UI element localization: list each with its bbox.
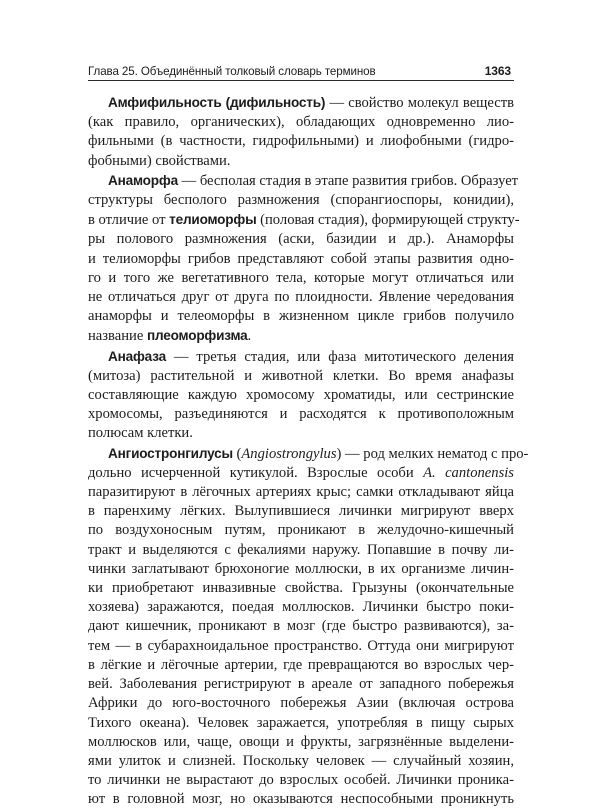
text-line: [88, 191, 514, 210]
text-run: фобными) свойствами.: [88, 152, 231, 169]
text-run: — свойство молекул веществ: [325, 95, 514, 111]
text-line: [88, 307, 514, 326]
text-line: [88, 132, 514, 151]
text-line: [88, 326, 514, 346]
text-run: в паренхиму лёгких. Вылупившиеся личинки мигрируют вверх: [88, 503, 514, 520]
text-run: тем — в субарахноидальное пространство. Оттуда они мигрируют: [88, 637, 514, 654]
text-run: в отличие от: [88, 212, 170, 229]
text-run: то личинки не вырастают до взрослых особей. Личинки проника-: [88, 772, 514, 789]
entry-term: Анаморфа: [108, 172, 178, 188]
entry-term: Ангиостронгилусы: [108, 445, 233, 461]
text-line: [88, 152, 514, 171]
running-head: [88, 63, 514, 80]
text-run: дольно исчерченной кутикулой. Взрослые особи: [88, 464, 424, 481]
dictionary-entry: [88, 347, 514, 444]
text-line: [88, 424, 514, 443]
text-line: [88, 790, 514, 809]
text-line: [88, 637, 514, 656]
text-line: [88, 171, 519, 191]
text-line: [88, 771, 514, 790]
text-run: анаморфы и телеоморфы в жизненном цикле грибов получило: [88, 308, 514, 325]
text-run: название: [88, 328, 147, 345]
text-line: [88, 113, 514, 132]
text-line: [88, 405, 514, 424]
dictionary-entry: [88, 171, 520, 347]
text-run: ями улиток и слизней. Поскольку человек — случайный хозяин,: [88, 752, 514, 769]
text-run: хромосомы, разъединяются и расходятся к противоположным: [88, 406, 514, 423]
text-run: фильными (в частности, гидрофильными) и лиофобными (гидро-: [88, 133, 514, 150]
text-line: [88, 694, 514, 713]
text-run: вей. Заболевания регистрируют в ареале от западного побережья: [88, 676, 514, 693]
latin-name: A. cantonensis: [423, 464, 514, 481]
text-line: [88, 560, 514, 579]
entry-term: Амфифильность (дифильность): [108, 95, 326, 110]
text-run: — третья стадия, или фаза митотического деления: [165, 348, 514, 365]
dictionary-entry: [88, 93, 514, 171]
text-run: ют в головной мозг, но оказываются неспособными проникнуть: [88, 791, 514, 808]
text-line: [88, 675, 514, 694]
dictionary-text: [88, 93, 529, 810]
page-number: 1363: [484, 64, 511, 78]
chapter-title: Глава 25. Объединённый толковый словарь терминов: [88, 65, 376, 78]
text-run: го и того же вегетативного тела, которые могут отличаться или: [88, 269, 514, 286]
text-line: [88, 617, 514, 636]
text-run: (: [232, 445, 242, 462]
text-line: [88, 250, 514, 269]
text-run: составляющие каждую хромосому хроматиды, или сестринские: [88, 387, 514, 404]
text-run: в лёгкие и лёгочные артерии, где превращаются во взрослых чер-: [88, 656, 514, 673]
text-line: [88, 347, 514, 367]
header-rule: [88, 80, 514, 81]
text-run: Тихого океана). Человек заражается, употребляя в пищу сырых: [88, 714, 514, 731]
text-line: [88, 656, 514, 675]
cross-reference-term: телиоморфы: [169, 212, 257, 228]
text-run: полюсам клетки.: [88, 425, 193, 442]
cross-reference-term: плеоморфизма: [146, 328, 248, 344]
latin-name: Angiostrongylus: [241, 445, 337, 462]
text-run: дают кишечник, проникают в мозг (где быстро развиваются), за-: [88, 618, 514, 635]
text-run: ки приобретают инвазивные свойства. Грызуны (окончательные: [88, 580, 514, 597]
text-run: и телиоморфы грибов представляют собой этапы развития одно-: [88, 250, 514, 267]
text-run: (как правило, органических), обладающих одновременно лио-: [88, 114, 514, 131]
text-run: .: [247, 328, 252, 345]
text-run: хозяева) заражаются, поедая моллюсков. Личинки быстро поки-: [88, 599, 514, 616]
text-line: [88, 269, 514, 288]
text-run: (половая стадия), формирующей структу-: [256, 212, 520, 229]
text-run: паразитируют в лёгочных артериях крыс; самки откладывают яйца: [88, 484, 514, 501]
text-run: тракт и выделяются с фекалиями наружу. Попавшие в почву ли-: [88, 541, 514, 558]
entry-term: Анафаза: [108, 348, 166, 364]
text-line: [88, 93, 514, 113]
text-run: чинки заглатывают брюхоногие моллюски, в их организме личин-: [88, 560, 514, 577]
text-line: [88, 367, 514, 386]
text-line: [88, 521, 514, 540]
text-line: [88, 464, 514, 483]
text-line: [88, 230, 514, 249]
text-run: не отличаться друг от друга по плоидности. Явление чередования: [88, 289, 514, 306]
text-run: ры полового размножения (аски, базидии и др.). Анаморфы: [88, 231, 514, 248]
text-line: [88, 210, 520, 230]
text-run: ) — род мелких нематод с про-: [336, 445, 529, 462]
text-line: [88, 579, 514, 598]
text-line: [88, 386, 514, 405]
text-run: (митоза) растительной и животной клетки. Во время анафазы: [88, 367, 514, 384]
text-line: [88, 752, 514, 771]
text-run: по воздухоносным путям, проникают в желудочно-кишечный: [88, 522, 514, 539]
text-line: [88, 714, 514, 733]
text-line: [88, 598, 514, 617]
text-line: [88, 483, 514, 502]
text-run: Африки до юго-восточного побережья Азии (включая острова: [88, 695, 514, 712]
text-line: [88, 733, 514, 752]
text-line: [88, 502, 514, 521]
text-run: моллюсков или, чаще, овощи и фрукты, загрязнённые выделени-: [88, 733, 514, 750]
text-line: [88, 541, 514, 560]
text-run: — бесполая стадия в этапе развития грибов. Образует: [177, 172, 519, 189]
text-line: [88, 288, 514, 307]
text-run: структуры бесполого размножения (спорангиоспоры, конидии),: [88, 192, 514, 209]
text-line: [88, 444, 529, 464]
dictionary-entry: [88, 444, 529, 810]
